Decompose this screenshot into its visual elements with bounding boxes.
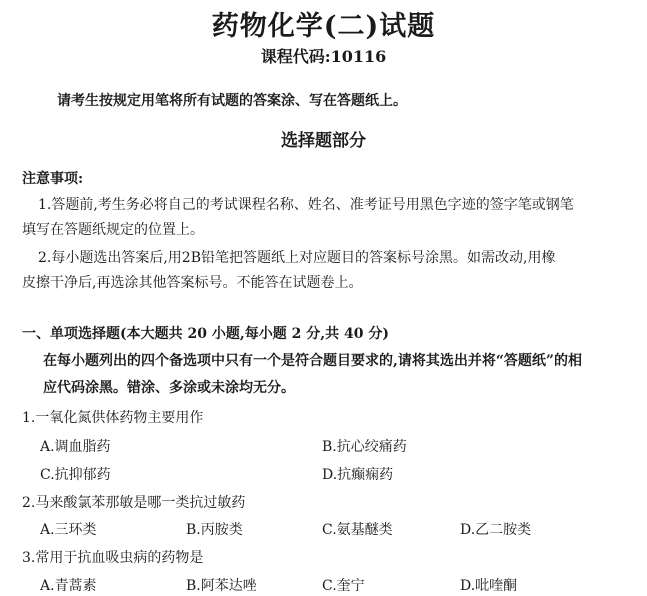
option-d: D.抗癫痫药: [322, 467, 394, 483]
option-d: D.乙二胺类: [460, 522, 532, 538]
note-item-1-line-1: 1.答题前,考生务必将自己的考试课程名称、姓名、准考证号用黑色字迹的签字笔或钢笔: [38, 197, 574, 213]
notes-heading: 注意事项:: [22, 171, 84, 187]
section-title: 选择题部分: [281, 131, 366, 151]
exam-title: 药物化学(二)试题: [211, 11, 436, 42]
option-c: C.氨基醚类: [322, 522, 393, 538]
option-b: B.抗心绞痛药: [322, 439, 407, 455]
option-a: A.青蒿素: [40, 578, 97, 594]
part1-heading: 一、单项选择题(本大题共 20 小题,每小题 2 分,共 40 分): [22, 326, 389, 342]
question-stem: 1.一氧化氮供体药物主要用作: [22, 410, 204, 426]
note-item-2-line-2: 皮擦干净后,再选涂其他答案标号。不能答在试题卷上。: [22, 275, 363, 291]
question-stem: 2.马来酸氯苯那敏是哪一类抗过敏药: [22, 495, 246, 511]
option-a: A.调血脂药: [40, 439, 111, 455]
note-item-2-line-1: 2.每小题选出答案后,用2B铅笔把答题纸上对应题目的答案标号涂黑。如需改动,用橡: [38, 250, 556, 266]
option-c: C.抗抑郁药: [40, 467, 111, 483]
option-d: D.吡喹酮: [460, 578, 518, 594]
note-item-1-line-2: 填写在答题纸规定的位置上。: [22, 222, 204, 238]
option-b: B.丙胺类: [186, 522, 243, 538]
course-code: 课程代码:10116: [260, 47, 387, 66]
option-b: B.阿苯达唑: [186, 578, 257, 594]
part1-desc-line-2: 应代码涂黑。错涂、多涂或未涂均无分。: [43, 380, 295, 396]
part1-desc-line-1: 在每小题列出的四个备选项中只有一个是符合题目要求的,请将其选出并将“答题纸”的相: [43, 353, 582, 369]
answer-instruction: 请考生按规定用笔将所有试题的答案涂、写在答题纸上。: [57, 93, 407, 109]
question-stem: 3.常用于抗血吸虫病的药物是: [22, 550, 204, 566]
option-a: A.三环类: [40, 522, 97, 538]
option-c: C.奎宁: [322, 578, 365, 594]
